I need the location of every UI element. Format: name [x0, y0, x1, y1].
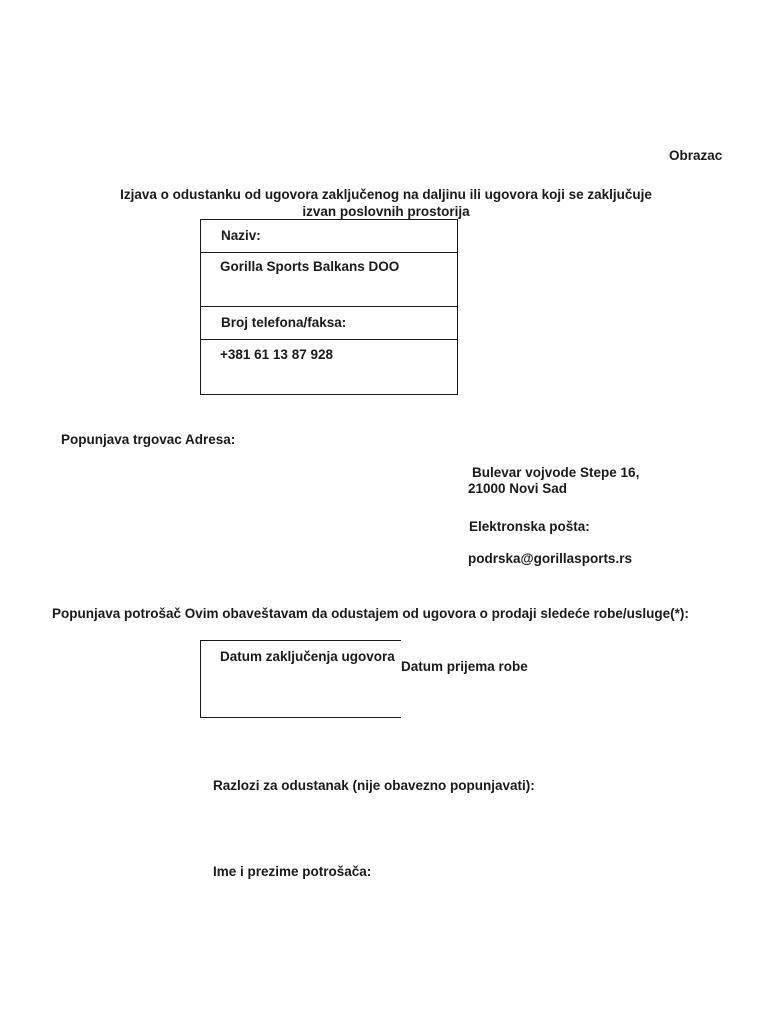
merchant-address-line2: 21000 Novi Sad [468, 481, 568, 496]
form-title-line2: izvan poslovnih prostorija [302, 204, 470, 219]
merchant-phone-value: +381 61 13 87 928 [220, 347, 333, 362]
merchant-email-value: podrska@gorillasports.rs [468, 551, 632, 566]
form-title-line1: Izjava o odustanku od ugovora zaključenog na daljinu ili ugovora koji se zaključuje [120, 187, 652, 202]
merchant-info-table [200, 219, 458, 395]
merchant-phone-label: Broj telefona/faksa: [221, 315, 347, 330]
form-label: Obrazac [669, 148, 723, 163]
consumer-statement: Popunjava potrošač Ovim obaveštavam da odustajem od ugovora o prodaji sledeće robe/usluge(*): [52, 606, 689, 621]
merchant-address-line1: Bulevar vojvode Stepe 16, [472, 465, 640, 480]
receipt-date-label: Datum prijema robe [401, 659, 528, 674]
merchant-name-value: Gorilla Sports Balkans DOO [220, 259, 400, 274]
merchant-section-label: Popunjava trgovac Adresa: [61, 432, 236, 447]
merchant-email-label: Elektronska pošta: [469, 519, 590, 534]
contract-date-label: Datum zaključenja ugovora [220, 649, 395, 664]
merchant-name-label: Naziv: [221, 228, 261, 243]
consumer-name-label: Ime i prezime potrošača: [213, 864, 372, 879]
reasons-label: Razlozi za odustanak (nije obavezno popunjavati): [213, 778, 535, 793]
table-divider [200, 252, 458, 253]
table-divider [200, 306, 458, 307]
table-divider [200, 339, 458, 340]
